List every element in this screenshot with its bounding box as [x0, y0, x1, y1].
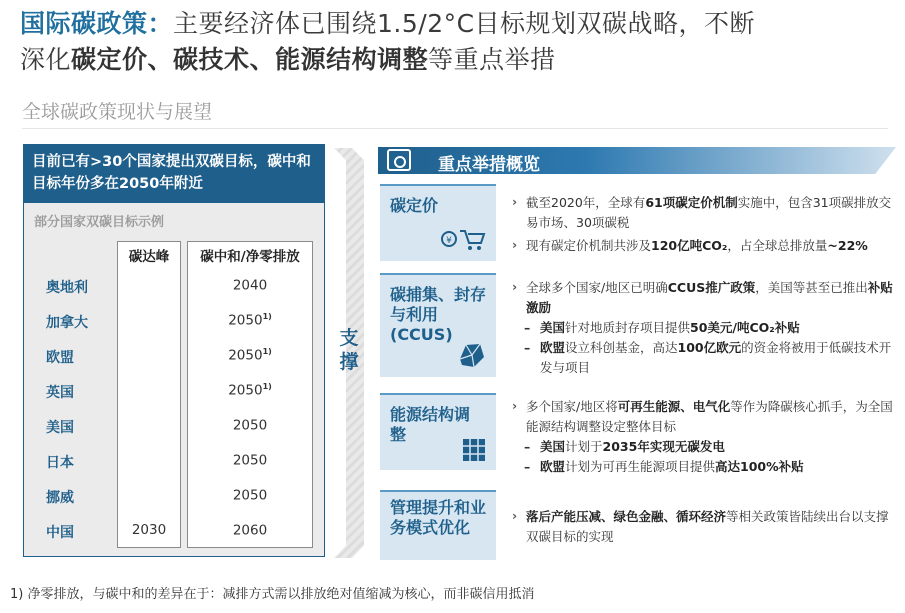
country-name: 美国	[46, 420, 74, 436]
svg-text:¥: ¥	[446, 236, 452, 246]
table-row	[24, 304, 324, 339]
table-row	[24, 444, 324, 479]
country-name: 英国	[46, 385, 74, 401]
panel-header: 目前已有>30个国家提出双碳目标，碳中和目标年份多在2050年附近	[24, 145, 324, 203]
bullet-item: › 现有碳定价机制共涉及120亿吨CO₂，占全球总排放量~22%	[510, 236, 898, 256]
country-name: 奥地利	[46, 280, 88, 296]
sub-bullet-item: – 美国针对地质封存项目提供50美元/吨CO₂补贴	[510, 318, 898, 338]
table-row	[24, 374, 324, 409]
page-subtitle: 全球碳政策现状与展望	[22, 101, 213, 123]
bullet-item: › 多个国家/地区将可再生能源、电气化等作为降碳核心抓手，为全国能源结构调整设定整体目标	[510, 397, 898, 437]
neutral-year: 2050$^{1)}$	[228, 347, 272, 364]
neutral-year: 2050$^{1)}$	[228, 382, 272, 399]
neutral-year: 2050$^{1)}$	[228, 312, 272, 329]
category-ccus: 碳捕集、封存与利用(CCUS)	[380, 273, 496, 377]
settings-gear-icon	[387, 149, 411, 171]
neutral-year: 2060	[232, 522, 268, 539]
country-name: 加拿大	[46, 315, 88, 331]
bullet-item: › 落后产能压减、绿色金融、循环经济等相关政策皆陆续出台以支撑双碳目标的实现	[510, 507, 898, 547]
category-carbon-pricing: 碳定价 ¥	[380, 184, 496, 261]
country-name: 欧盟	[46, 350, 74, 366]
neutral-year: 2050	[232, 487, 268, 504]
divider	[22, 128, 888, 129]
points-energy	[510, 397, 898, 477]
table-row	[24, 269, 324, 304]
neutral-year: 2050	[232, 417, 268, 434]
category-energy-structure: 能源结构调整	[380, 393, 496, 470]
country-name: 挪威	[46, 490, 74, 506]
cart-coin-icon	[440, 225, 486, 253]
neutral-year: 2050	[232, 452, 268, 469]
sub-bullet-item: – 欧盟计划为可再生能源项目提供高达100%补贴	[510, 457, 898, 477]
col-header-neutral: 碳中和/净零排放	[200, 249, 300, 265]
country-targets-panel	[23, 144, 325, 557]
table-row	[24, 479, 324, 514]
page-title: 国际碳政策：主要经济体已围绕1.5/2°C目标规划双碳战略，不断 深化碳定价、碳技术、能源结构调整等重点举措	[20, 9, 756, 74]
neutral-year: 2040	[232, 277, 268, 294]
footnote: 1) 净零排放，与碳中和的差异在于：减排方式需以排放绝对值缩减为核心，而非碳信用抵消	[10, 587, 535, 602]
country-name: 日本	[46, 455, 74, 471]
table-row	[24, 514, 324, 549]
points-carbon-pricing	[510, 193, 898, 256]
category-management: 管理提升和业务模式优化	[380, 490, 496, 560]
measures-header-title: 重点举措概览	[438, 155, 540, 175]
peak-year: 2030	[131, 522, 167, 538]
sub-bullet-item: – 美国计划于2035年实现无碳发电	[510, 437, 898, 457]
points-management	[510, 507, 898, 547]
support-label: 支撑	[339, 327, 359, 373]
bullet-item: › 截至2020年，全球有61项碳定价机制实施中，包含31项碳排放交易市场、30项碳税	[510, 193, 898, 233]
grid-icon	[462, 438, 486, 462]
rock-icon	[456, 341, 486, 369]
table-row	[24, 339, 324, 374]
sub-bullet-item: – 欧盟设立科创基金，高达100亿欧元的资金将被用于低碳技术开发与项目	[510, 338, 898, 378]
points-ccus	[510, 278, 898, 378]
col-header-peak: 碳达峰	[128, 249, 170, 265]
country-name: 中国	[46, 525, 74, 541]
bullet-item: › 全球多个国家/地区已明确CCUS推广政策，美国等甚至已推出补贴激励	[510, 278, 898, 318]
table-row	[24, 409, 324, 444]
panel-subheader: 部分国家双碳目标示例	[34, 215, 165, 230]
